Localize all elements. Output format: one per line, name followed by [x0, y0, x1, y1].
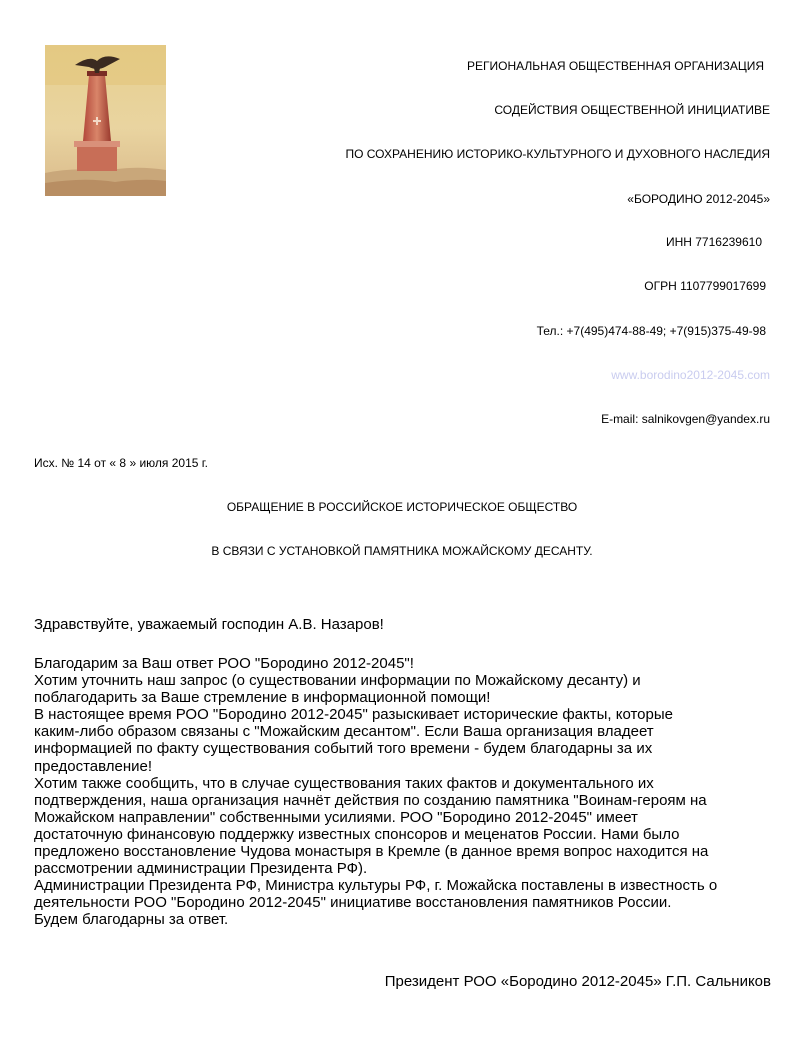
subject-line-1: ОБРАЩЕНИЕ В РОССИЙСКОЕ ИСТОРИЧЕСКОЕ ОБЩЕСТВО	[226, 500, 578, 514]
body-line: Можайском направлении" собственными усилиями. РОО "Бородино 2012-2045" имеет	[34, 808, 638, 826]
outgoing-reference: Исх. № 14 от « 8 » июля 2015 г.	[34, 456, 208, 470]
phone-numbers: Тел.: +7(495)474-88-49; +7(915)375-49-98	[536, 324, 766, 338]
inn-number: ИНН 7716239610	[665, 235, 762, 249]
body-line: В настоящее время РОО "Бородино 2012-2045" разыскивает исторические факты, которые	[34, 706, 673, 724]
body-line: Благодарим за Ваш ответ РОО "Бородино 2012-2045"!	[34, 655, 414, 672]
body-line: рассмотрении администрации Президента РФ).	[34, 860, 368, 878]
org-purpose-line: СОДЕЙСТВИЯ ОБЩЕСТВЕННОЙ ИНИЦИАТИВЕ	[494, 103, 770, 117]
body-line: Хотим также сообщить, что в случае существования таких фактов и документального их	[34, 774, 654, 792]
signature-line: Президент РОО «Бородино 2012-2045» Г.П. Сальников	[384, 973, 771, 990]
monument-image	[45, 45, 166, 196]
body-line: информацией по факту существования событий того времени - будем благодарны за их	[34, 740, 653, 758]
org-mission-line: ПО СОХРАНЕНИЮ ИСТОРИКО-КУЛЬТУРНОГО И ДУХОВНОГО НАСЛЕДИЯ	[345, 147, 770, 161]
org-name: «БОРОДИНО 2012-2045»	[627, 192, 770, 206]
body-line: Будем благодарны за ответ.	[34, 911, 229, 929]
body-line: достаточную финансовую поддержку известных спонсоров и меценатов России. Нами было	[34, 825, 680, 843]
body-line: предоставление!	[34, 757, 153, 775]
body-line: Администрации Президента РФ, Министра культуры РФ, г. Можайска поставлены в известность о	[34, 877, 718, 895]
email-address: E-mail: salnikovgen@yandex.ru	[601, 412, 770, 426]
ogrn-number: ОГРН 1107799017699	[644, 279, 766, 293]
subject-line-2: В СВЯЗИ С УСТАНОВКОЙ ПАМЯТНИКА МОЖАЙСКОМУ ДЕСАНТУ.	[211, 544, 593, 558]
greeting: Здравствуйте, уважаемый господин А.В. Назаров!	[34, 616, 384, 633]
body-line: поблагодарить за Ваше стремление в информационной помощи!	[34, 689, 491, 707]
body-line: подтверждения, наша организация начнёт действия по созданию памятника "Воинам-героям на	[34, 791, 707, 809]
monument-icon	[45, 45, 166, 196]
body-line: каким-либо образом связаны с "Можайским десантом". Если Ваша организация владеет	[34, 723, 654, 741]
org-type-line: РЕГИОНАЛЬНАЯ ОБЩЕСТВЕННАЯ ОРГАНИЗАЦИЯ	[467, 59, 764, 73]
body-line: деятельности РОО "Бородино 2012-2045" инициативе восстановления памятников России.	[34, 894, 672, 912]
letter-body	[34, 655, 774, 929]
body-line: предложено восстановление Чудова монастыря в Кремле (в данное время вопрос находится на	[34, 843, 709, 861]
website-link[interactable]: www.borodino2012-2045.com	[611, 368, 770, 382]
body-line: Хотим уточнить наш запрос (о существовании информации по Можайскому десанту) и	[34, 672, 641, 690]
